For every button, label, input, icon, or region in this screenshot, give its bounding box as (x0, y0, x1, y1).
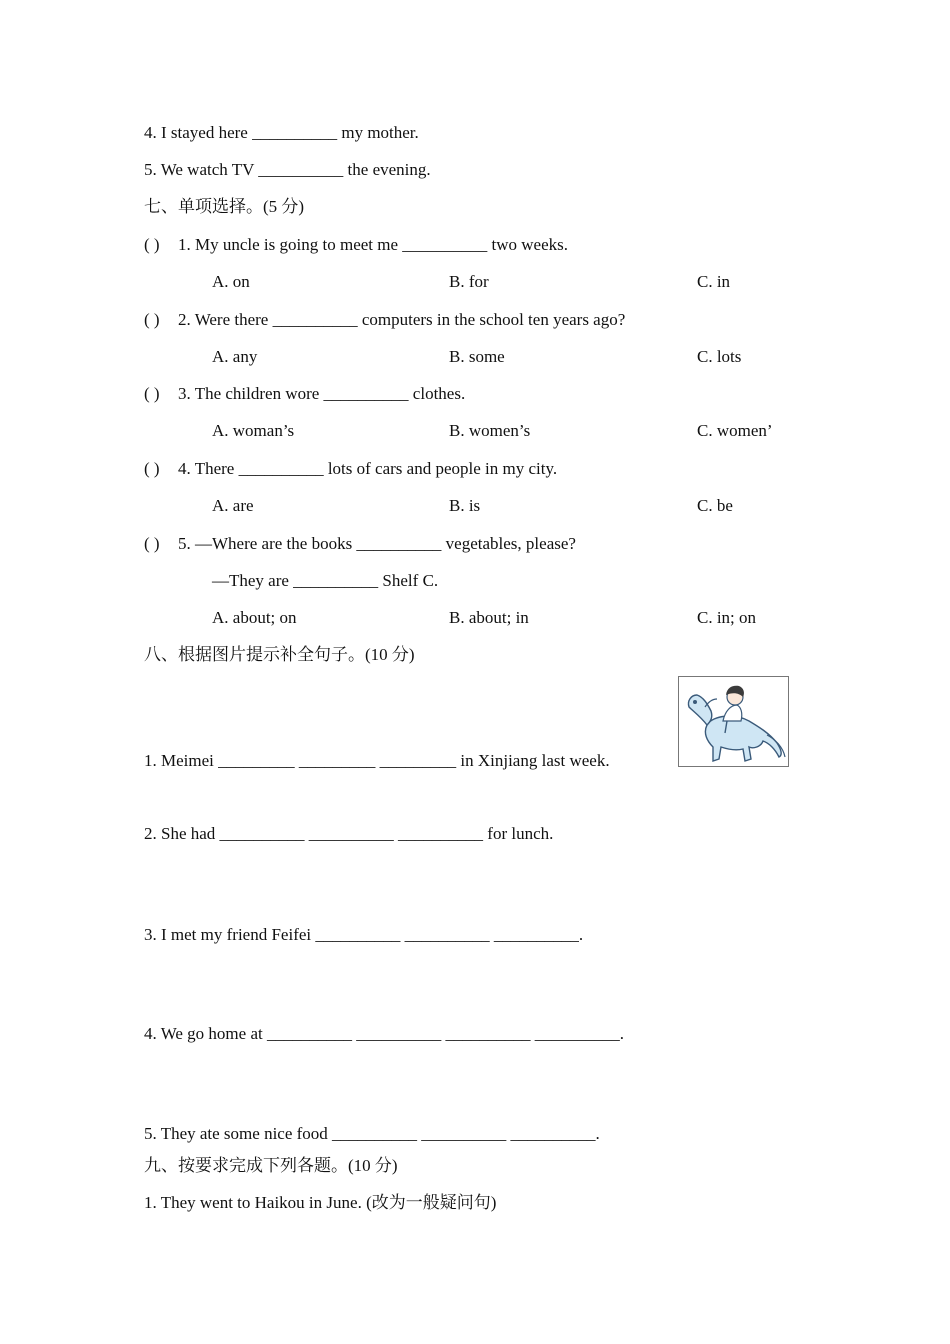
answer-paren[interactable]: ( ) (144, 310, 160, 329)
option-c: C. women’ (697, 421, 773, 440)
question-stem: 2. Were there __________ computers in the school ten years ago? (178, 310, 626, 329)
picture-sentence-1: 1. Meimei _________ _________ _________ in Xinjiang last week. (144, 751, 610, 770)
mc-question-3 (144, 384, 465, 404)
answer-paren[interactable]: ( ) (144, 534, 160, 553)
part6-question-5: 5. We watch TV __________ the evening. (144, 160, 431, 179)
question-stem-line-2: —They are __________ Shelf C. (212, 571, 439, 590)
picture-sentence-2: 2. She had __________ __________ __________ for lunch. (144, 824, 554, 843)
option-b: B. about; in (449, 608, 529, 627)
section-heading-7: 七、单项选择。(5 分) (144, 197, 305, 216)
option-b: B. women’s (449, 421, 531, 440)
option-a: A. on (212, 272, 250, 291)
section-heading-9: 九、按要求完成下列各题。(10 分) (144, 1156, 398, 1175)
option-a: A. about; on (212, 608, 297, 627)
option-c: C. be (697, 496, 733, 515)
part6-question-4: 4. I stayed here __________ my mother. (144, 123, 419, 142)
option-c: C. in; on (697, 608, 757, 627)
mc-question-5 (144, 534, 576, 554)
answer-paren[interactable]: ( ) (144, 235, 160, 254)
question-stem: 5. —Where are the books __________ vegetables, please? (178, 534, 576, 553)
option-a: A. woman’s (212, 421, 295, 440)
question-stem: 1. My uncle is going to meet me __________ two weeks. (178, 235, 569, 254)
option-b: B. for (449, 272, 489, 291)
transform-question-1: 1. They went to Haikou in June. (改为一般疑问句) (144, 1193, 497, 1212)
option-a: A. are (212, 496, 254, 515)
option-c: C. lots (697, 347, 742, 366)
option-a: A. any (212, 347, 258, 366)
picture-sentence-3: 3. I met my friend Feifei __________ __________ __________. (144, 925, 584, 944)
mc-question-2 (144, 310, 625, 330)
mc-question-4 (144, 459, 557, 479)
answer-paren[interactable]: ( ) (144, 384, 160, 403)
answer-paren[interactable]: ( ) (144, 459, 160, 478)
question-stem: 3. The children wore __________ clothes. (178, 384, 466, 403)
mc-question-1 (144, 235, 568, 255)
option-b: B. is (449, 496, 481, 515)
section-heading-8: 八、根据图片提示补全句子。(10 分) (144, 645, 415, 664)
picture-sentence-5: 5. They ate some nice food __________ __________ __________. (144, 1124, 600, 1143)
picture-sentence-4: 4. We go home at __________ __________ __________ __________. (144, 1024, 624, 1043)
option-b: B. some (449, 347, 505, 366)
option-c: C. in (697, 272, 731, 291)
question-stem: 4. There __________ lots of cars and people in my city. (178, 459, 558, 478)
girl-riding-horse-icon (678, 676, 789, 767)
